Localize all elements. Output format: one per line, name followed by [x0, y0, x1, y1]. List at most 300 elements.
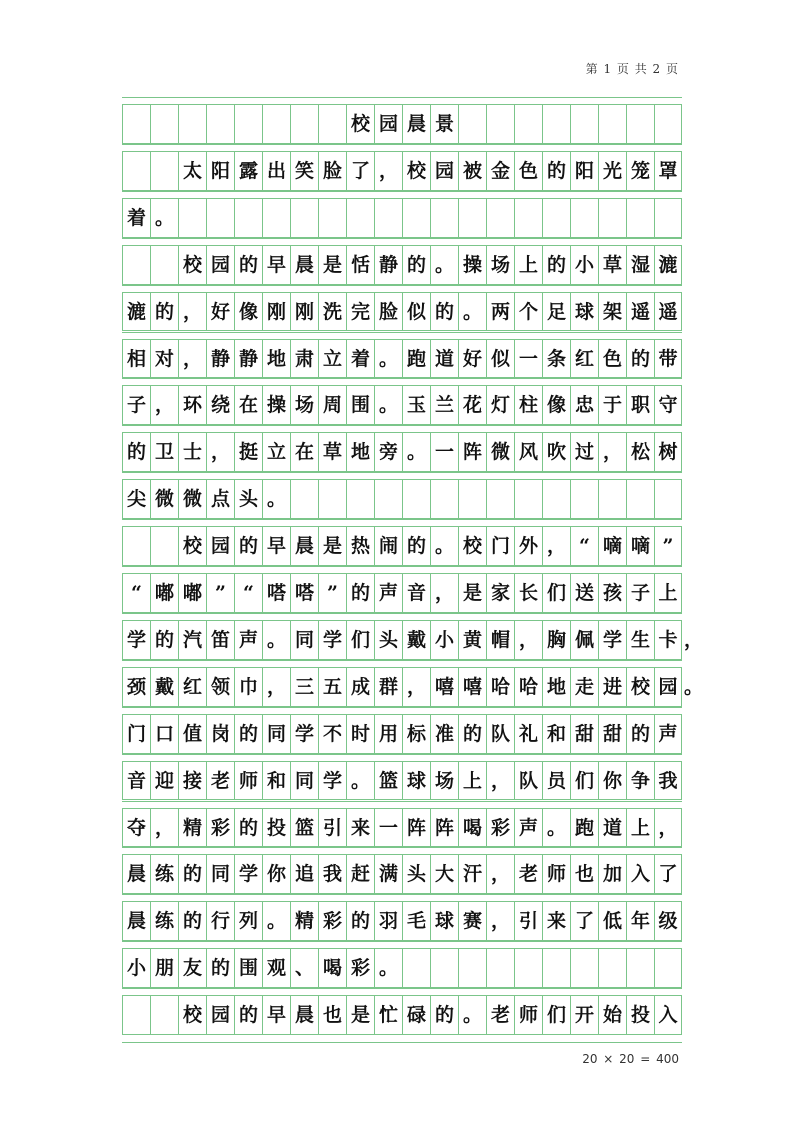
text-row [122, 519, 682, 566]
grid-cell: 观 [262, 949, 290, 987]
text-row [122, 425, 682, 472]
grid-cell: 。 [430, 246, 458, 284]
grid-cell [570, 105, 598, 143]
grid-cell: 的 [178, 855, 206, 893]
grid-cell: 的 [626, 340, 654, 378]
grid-cell: 音 [122, 762, 150, 800]
title-row [122, 97, 682, 144]
grid-cell [430, 949, 458, 987]
grid-cell: 脸 [374, 293, 402, 331]
text-row [122, 378, 682, 425]
grid-cell: 忙 [374, 996, 402, 1034]
grid-cell: 级 [654, 902, 682, 940]
grid-cell: 草 [598, 246, 626, 284]
grid-cell: 嗒 [290, 574, 318, 612]
grid-cell: 。 [374, 949, 402, 987]
grid-cell: 声 [514, 809, 542, 847]
grid-cell: 的 [234, 809, 262, 847]
grid-cell: 。 [458, 293, 486, 331]
grid-cell: 一 [430, 433, 458, 471]
grid-cell: 的 [150, 293, 178, 331]
grid-cell: 友 [178, 949, 206, 987]
grid-cell: 跑 [570, 809, 598, 847]
grid-cell [598, 949, 626, 987]
grid-cell: 道 [598, 809, 626, 847]
grid-cell: 的 [542, 246, 570, 284]
page-indicator: 第 1 页 共 2 页 [585, 62, 679, 76]
grid-cell: 周 [318, 386, 346, 424]
grid-cell [514, 480, 542, 518]
grid-cell: 柱 [514, 386, 542, 424]
grid-cell: 佩 [570, 621, 598, 659]
grid-cell: 入 [626, 855, 654, 893]
grid-cell: 对 [150, 340, 178, 378]
grid-cell: 同 [262, 715, 290, 753]
grid-cell [206, 199, 234, 237]
grid-cell: 彩 [206, 809, 234, 847]
grid-cell: 哈 [486, 668, 514, 706]
row-cells [122, 527, 682, 566]
grid-cell [542, 949, 570, 987]
grid-cell: 场 [290, 386, 318, 424]
grid-cell: 于 [598, 386, 626, 424]
grid-cell: 夺 [122, 809, 150, 847]
grid-cell: 追 [290, 855, 318, 893]
grid-cell: 肃 [290, 340, 318, 378]
row-gap-band [122, 144, 682, 152]
row-gap-band [122, 472, 682, 480]
grid-cell [290, 199, 318, 237]
grid-cell [626, 949, 654, 987]
grid-cell: 老 [514, 855, 542, 893]
grid-cell: 场 [486, 246, 514, 284]
grid-cell [178, 105, 206, 143]
text-row [122, 144, 682, 191]
grid-cell: 场 [430, 762, 458, 800]
row-cells [122, 199, 682, 238]
grid-cell: 的 [626, 715, 654, 753]
row-cells [122, 715, 682, 754]
grid-cell: ” [318, 574, 346, 612]
grid-cell: 。 [150, 199, 178, 237]
grid-cell [262, 199, 290, 237]
composition-grid-paper [122, 97, 704, 1035]
grid-cell: 同 [290, 621, 318, 659]
row-gap-band [122, 191, 682, 199]
grid-cell: 松 [626, 433, 654, 471]
grid-cell: 完 [346, 293, 374, 331]
grid-cell: 微 [150, 480, 178, 518]
row-cells [122, 574, 682, 613]
grid-cell: 金 [486, 152, 514, 190]
grid-cell: 尖 [122, 480, 150, 518]
row-cells [122, 480, 682, 519]
grid-cell: 色 [598, 340, 626, 378]
grid-cell: 接 [178, 762, 206, 800]
grid-cell: 的 [430, 996, 458, 1034]
grid-cell: 操 [458, 246, 486, 284]
grid-cell: 卫 [150, 433, 178, 471]
grid-cell: 晨 [290, 527, 318, 565]
grid-cell: 。 [430, 527, 458, 565]
grid-cell [486, 105, 514, 143]
grid-cell: 的 [234, 996, 262, 1034]
row-gap-band [122, 425, 682, 433]
grid-cell: 员 [542, 762, 570, 800]
grid-cell: 。 [458, 996, 486, 1034]
grid-cell: 的 [430, 293, 458, 331]
grid-cell: 学 [598, 621, 626, 659]
grid-cell: 颈 [122, 668, 150, 706]
grid-cell: 的 [402, 527, 430, 565]
grid-cell: 罩 [654, 152, 682, 190]
grid-cell: 准 [430, 715, 458, 753]
grid-cell: 和 [262, 762, 290, 800]
grid-cell: 哈 [514, 668, 542, 706]
row-cells [122, 246, 682, 285]
grid-cell: 操 [262, 386, 290, 424]
grid-cell: 戴 [402, 621, 430, 659]
grid-spec-label: 20 × 20 = 400 [582, 1052, 679, 1066]
grid-cell: 球 [570, 293, 598, 331]
grid-cell: 早 [262, 527, 290, 565]
grid-cell: 巾 [234, 668, 262, 706]
grid-cell: ， [206, 433, 234, 471]
grid-cell: 热 [346, 527, 374, 565]
grid-cell: 小 [430, 621, 458, 659]
grid-cell: 脸 [318, 152, 346, 190]
grid-cell: 彩 [486, 809, 514, 847]
grid-cell: 始 [598, 996, 626, 1034]
grid-cell: 入 [654, 996, 682, 1034]
grid-cell: ” [206, 574, 234, 612]
row-gap-band [122, 238, 682, 246]
grid-cell: 头 [402, 855, 430, 893]
grid-cell [514, 105, 542, 143]
grid-cell: 年 [626, 902, 654, 940]
grid-cell: 老 [486, 996, 514, 1034]
grid-cell: 太 [178, 152, 206, 190]
grid-cell: 笑 [290, 152, 318, 190]
grid-cell: 校 [458, 527, 486, 565]
grid-cell: 篮 [290, 809, 318, 847]
grid-cell [654, 480, 682, 518]
grid-cell [206, 105, 234, 143]
grid-cell: 的 [458, 715, 486, 753]
grid-cell: 绕 [206, 386, 234, 424]
grid-cell: 不 [318, 715, 346, 753]
text-row [122, 472, 682, 519]
grid-cell: 了 [570, 902, 598, 940]
grid-cell: 口 [150, 715, 178, 753]
grid-cell [542, 480, 570, 518]
grid-cell: 低 [598, 902, 626, 940]
grid-cell: 、 [290, 949, 318, 987]
grid-cell: 着 [346, 340, 374, 378]
grid-cell: 的 [542, 152, 570, 190]
grid-cell: 。 [374, 386, 402, 424]
grid-cell: 。 [262, 902, 290, 940]
grid-cell: 们 [542, 996, 570, 1034]
grid-cell: 子 [122, 386, 150, 424]
row-cells [122, 386, 682, 425]
grid-cell: 引 [514, 902, 542, 940]
row-gap-band [122, 97, 682, 105]
grid-cell: 头 [234, 480, 262, 518]
grid-cell: 在 [290, 433, 318, 471]
grid-cell: 的 [346, 574, 374, 612]
grid-cell: 学 [290, 715, 318, 753]
grid-cell: 草 [318, 433, 346, 471]
grid-cell: 岗 [206, 715, 234, 753]
grid-cell: 小 [570, 246, 598, 284]
row-cells [122, 293, 682, 332]
grid-cell [514, 949, 542, 987]
grid-cell [486, 480, 514, 518]
grid-cell: 引 [318, 809, 346, 847]
grid-cell: 和 [542, 715, 570, 753]
grid-cell [122, 996, 150, 1034]
grid-cell: 成 [346, 668, 374, 706]
grid-cell: 树 [654, 433, 682, 471]
grid-cell: 羽 [374, 902, 402, 940]
grid-cell: 胸 [542, 621, 570, 659]
grid-cell: 值 [178, 715, 206, 753]
grid-cell [458, 199, 486, 237]
grid-cell: 的 [178, 902, 206, 940]
grid-cell: 漉 [122, 293, 150, 331]
grid-cell: 毛 [402, 902, 430, 940]
grid-cell [346, 199, 374, 237]
grid-cell: 家 [486, 574, 514, 612]
text-row [122, 238, 682, 285]
grid-cell: 赛 [458, 902, 486, 940]
grid-cell: 微 [486, 433, 514, 471]
grid-cell [458, 105, 486, 143]
grid-cell: 嘻 [430, 668, 458, 706]
grid-cell: 阵 [402, 809, 430, 847]
grid-cell: 吹 [542, 433, 570, 471]
grid-cell: ， [486, 855, 514, 893]
grid-cell: 群 [374, 668, 402, 706]
grid-cell [598, 480, 626, 518]
grid-cell: 标 [402, 715, 430, 753]
grid-cell: 行 [206, 902, 234, 940]
grid-cell: 条 [542, 340, 570, 378]
grid-cell: ， [598, 433, 626, 471]
grid-cell: 精 [178, 809, 206, 847]
grid-cell: 学 [318, 762, 346, 800]
grid-cell: 园 [654, 668, 682, 706]
grid-cell: 。 [402, 433, 430, 471]
grid-cell: 闹 [374, 527, 402, 565]
grid-cell: 的 [150, 621, 178, 659]
grid-cell: 孩 [598, 574, 626, 612]
grid-cell: 园 [430, 152, 458, 190]
grid-cell: 的 [402, 246, 430, 284]
grid-cell: 湿 [626, 246, 654, 284]
grid-bottom-band [122, 1035, 682, 1043]
grid-cell [626, 480, 654, 518]
grid-cell: 我 [318, 855, 346, 893]
grid-cell: 的 [234, 715, 262, 753]
grid-cell: 环 [178, 386, 206, 424]
grid-cell: 卡 [654, 621, 682, 659]
grid-cell: 汗 [458, 855, 486, 893]
grid-cell: 练 [150, 855, 178, 893]
grid-cell: 喝 [318, 949, 346, 987]
grid-cell: 一 [514, 340, 542, 378]
grid-cell: 也 [570, 855, 598, 893]
text-row [122, 191, 682, 238]
grid-cell: ， [402, 668, 430, 706]
grid-cell [598, 105, 626, 143]
grid-cell: 们 [570, 762, 598, 800]
grid-cell: 园 [206, 246, 234, 284]
grid-cell: 领 [206, 668, 234, 706]
grid-cell [318, 480, 346, 518]
grid-cell: 。 [374, 340, 402, 378]
grid-cell: 戴 [150, 668, 178, 706]
grid-cell [626, 105, 654, 143]
grid-cell: 师 [542, 855, 570, 893]
grid-cell [514, 199, 542, 237]
grid-cell: ， [654, 809, 682, 847]
grid-cell: 静 [206, 340, 234, 378]
text-row [122, 754, 682, 801]
grid-cell: “ [570, 527, 598, 565]
grid-cell: 球 [402, 762, 430, 800]
grid-cell: 似 [402, 293, 430, 331]
grid-cell: 在 [234, 386, 262, 424]
grid-cell: 好 [458, 340, 486, 378]
row-cells [122, 762, 682, 801]
grid-cell: 忠 [570, 386, 598, 424]
grid-cell: 。 [262, 621, 290, 659]
grid-cell: ， [150, 809, 178, 847]
grid-cell [654, 105, 682, 143]
grid-cell [402, 480, 430, 518]
grid-cell: 来 [542, 902, 570, 940]
grid-cell: 我 [654, 762, 682, 800]
grid-cell: 守 [654, 386, 682, 424]
grid-cell: 园 [374, 105, 402, 143]
grid-cell: 围 [346, 386, 374, 424]
grid-cell: 队 [486, 715, 514, 753]
row-gap-band [122, 941, 682, 949]
grid-cell [122, 246, 150, 284]
grid-cell: 职 [626, 386, 654, 424]
grid-cell: 嗒 [262, 574, 290, 612]
grid-cell: 声 [234, 621, 262, 659]
grid-cell: 阵 [458, 433, 486, 471]
grid-cell: 了 [654, 855, 682, 893]
grid-cell: “ [122, 574, 150, 612]
grid-cell: 出 [262, 152, 290, 190]
grid-cell: 红 [178, 668, 206, 706]
row-cells [122, 152, 682, 191]
grid-cell: 静 [234, 340, 262, 378]
grid-cell: 声 [654, 715, 682, 753]
grid-cell: ， [486, 762, 514, 800]
grid-cell: 遥 [654, 293, 682, 331]
grid-cell: “ [234, 574, 262, 612]
grid-cell: 校 [178, 527, 206, 565]
grid-cell: 晨 [290, 246, 318, 284]
grid-cell: 来 [346, 809, 374, 847]
row-gap-band [122, 707, 682, 715]
grid-cell: 像 [234, 293, 262, 331]
grid-cell: 朋 [150, 949, 178, 987]
grid-cell [122, 105, 150, 143]
grid-cell: 上 [626, 809, 654, 847]
row-cells [122, 996, 682, 1035]
grid-cell: 笛 [206, 621, 234, 659]
grid-cell: 一 [374, 809, 402, 847]
grid-cell: 学 [234, 855, 262, 893]
row-gap-band [122, 754, 682, 762]
grid-cell: 同 [290, 762, 318, 800]
grid-cell: 的 [346, 902, 374, 940]
grid-cell: 精 [290, 902, 318, 940]
grid-cell [430, 480, 458, 518]
grid-cell: 灯 [486, 386, 514, 424]
grid-cell: 汽 [178, 621, 206, 659]
grid-cell: 同 [206, 855, 234, 893]
grid-cell: 园 [206, 527, 234, 565]
grid-cell: 露 [234, 152, 262, 190]
grid-cell: ， [374, 152, 402, 190]
grid-cell: 球 [430, 902, 458, 940]
grid-cell: 小 [122, 949, 150, 987]
grid-cell [626, 199, 654, 237]
grid-cell: 师 [514, 996, 542, 1034]
grid-cell: 静 [374, 246, 402, 284]
grid-cell: 外 [514, 527, 542, 565]
grid-cell: 大 [430, 855, 458, 893]
grid-cell: 的 [234, 246, 262, 284]
grid-cell [402, 199, 430, 237]
grid-cell: 碌 [402, 996, 430, 1034]
grid-cell: 晨 [402, 105, 430, 143]
row-cells [122, 621, 704, 660]
grid-cell [150, 246, 178, 284]
grid-cell: ， [178, 293, 206, 331]
grid-cell: 学 [122, 621, 150, 659]
grid-cell: 时 [346, 715, 374, 753]
grid-cell [570, 480, 598, 518]
grid-cell: 色 [514, 152, 542, 190]
grid-cell: 的 [122, 433, 150, 471]
grid-cell: 练 [150, 902, 178, 940]
grid-cell: 校 [626, 668, 654, 706]
grid-cell: 甜 [570, 715, 598, 753]
grid-cell: 甜 [598, 715, 626, 753]
text-row [122, 566, 682, 613]
grid-cell: 光 [598, 152, 626, 190]
grid-cell: 喝 [458, 809, 486, 847]
grid-cell: ， [430, 574, 458, 612]
text-row [122, 332, 682, 379]
grid-cell: 漉 [654, 246, 682, 284]
grid-cell [654, 199, 682, 237]
text-row [122, 613, 704, 660]
grid-cell [234, 105, 262, 143]
grid-cell [654, 949, 682, 987]
grid-cell: 过 [570, 433, 598, 471]
grid-cell: 校 [346, 105, 374, 143]
grid-cell: 进 [598, 668, 626, 706]
